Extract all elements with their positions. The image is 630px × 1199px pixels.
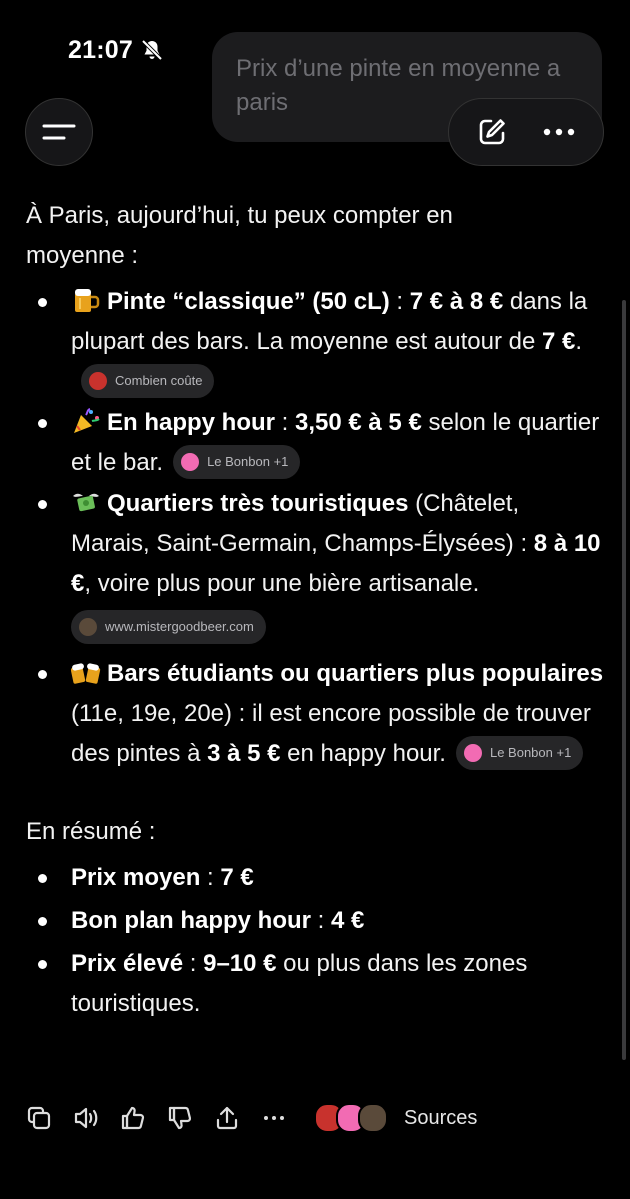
- answer-actions-bar: [26, 1098, 586, 1138]
- le-bonbon-logo-icon: [464, 744, 482, 762]
- answer-intro: À Paris, aujourd’hui, tu peux compter en moyenne :: [26, 202, 453, 269]
- source-chip-row: [71, 608, 604, 648]
- item-sep: :: [389, 288, 410, 315]
- combien-coute-logo-icon: [89, 372, 107, 390]
- summary-value: 4 €: [331, 907, 365, 934]
- summary-label: Bon plan happy hour: [71, 907, 311, 934]
- menu-icon: [42, 121, 76, 143]
- mistergoodbeer-logo-icon: [79, 618, 97, 636]
- header-actions: [448, 98, 604, 166]
- summary-sep: :: [311, 907, 332, 934]
- item-text: selon le quartier et le bar.: [71, 409, 600, 476]
- status-time: 21:07: [68, 36, 133, 64]
- item-text: (Châtelet, Marais, Saint-Germain, Champs-Élysées) :: [71, 490, 534, 557]
- summary-sep: :: [183, 950, 204, 977]
- item-price: 3,50 € à 5 €: [295, 409, 422, 436]
- summary-label: Prix élevé: [71, 950, 184, 977]
- assistant-answer: [26, 196, 604, 1027]
- user-message-bubble: Prix d’une pinte en moyenne a paris: [212, 32, 602, 142]
- price-list: [26, 282, 604, 774]
- item-text-end: , voire plus pour une bière artisanale.: [84, 570, 480, 597]
- le-bonbon-logo-icon: [181, 453, 199, 471]
- party-popper-icon: [71, 407, 101, 435]
- summary-list: [26, 858, 604, 1024]
- copy-icon[interactable]: [26, 1105, 52, 1131]
- item-title: Quartiers très touristiques: [107, 490, 409, 517]
- menu-button[interactable]: [25, 98, 93, 166]
- list-item: [26, 403, 604, 483]
- summary-sep: :: [200, 864, 221, 891]
- list-item: [26, 282, 604, 402]
- summary-rest: ou plus dans les zones touristiques.: [71, 950, 528, 1017]
- summary-item: [26, 944, 604, 1024]
- edit-icon[interactable]: [476, 116, 508, 148]
- thumbs-down-icon[interactable]: [167, 1105, 193, 1131]
- mistergoodbeer-logo-icon: [358, 1103, 388, 1133]
- sources-label: Sources: [404, 1106, 478, 1129]
- source-chip-label: www.mistergoodbeer.com: [105, 618, 254, 634]
- summary-value: 9–10 €: [203, 950, 277, 977]
- bell-muted-icon: [140, 38, 164, 62]
- item-text-end: en happy hour.: [280, 740, 446, 767]
- read-aloud-icon[interactable]: [73, 1105, 99, 1131]
- scrollbar[interactable]: [622, 300, 626, 1060]
- list-item: [26, 484, 604, 648]
- summary-item: [26, 901, 604, 941]
- item-text: dans la plupart des bars. La moyenne est autour de: [71, 288, 588, 355]
- summary-item: [26, 858, 604, 898]
- source-chip-label: Le Bonbon +1: [207, 453, 289, 469]
- share-icon[interactable]: [214, 1105, 240, 1131]
- item-text-end: .: [575, 328, 583, 355]
- list-item: [26, 654, 604, 774]
- item-price: 7 € à 8 €: [409, 288, 504, 315]
- source-chip[interactable]: [173, 445, 300, 479]
- item-price-secondary: 7 €: [541, 328, 576, 355]
- beer-mug-icon: [71, 286, 101, 314]
- item-title: En happy hour: [107, 409, 275, 436]
- summary-label: Prix moyen: [71, 864, 201, 891]
- source-chip[interactable]: [71, 610, 266, 644]
- source-chip-label: Le Bonbon +1: [489, 744, 572, 760]
- item-sep: :: [275, 409, 296, 436]
- summary-title: En résumé :: [26, 818, 156, 845]
- sources-button[interactable]: [314, 1103, 477, 1133]
- item-title: Bars étudiants ou quartiers plus populaires: [107, 660, 604, 687]
- item-price: 8 à 10 €: [71, 530, 601, 597]
- source-chip[interactable]: [456, 736, 583, 770]
- thumbs-up-icon[interactable]: [120, 1105, 146, 1131]
- more-icon[interactable]: [261, 1105, 287, 1131]
- source-chip-label: Combien coûte: [115, 372, 203, 388]
- item-price: 3 à 5 €: [207, 740, 281, 767]
- item-title: Pinte “classique” (50 cL): [107, 288, 390, 315]
- source-chip[interactable]: [81, 364, 214, 398]
- money-with-wings-icon: [71, 488, 101, 516]
- summary-value: 7 €: [220, 864, 254, 891]
- item-text: (11e, 19e, 20e) : il est encore possible de trouver des pintes à: [71, 700, 591, 767]
- more-icon[interactable]: [542, 127, 576, 137]
- clinking-beer-mugs-icon: [71, 658, 101, 686]
